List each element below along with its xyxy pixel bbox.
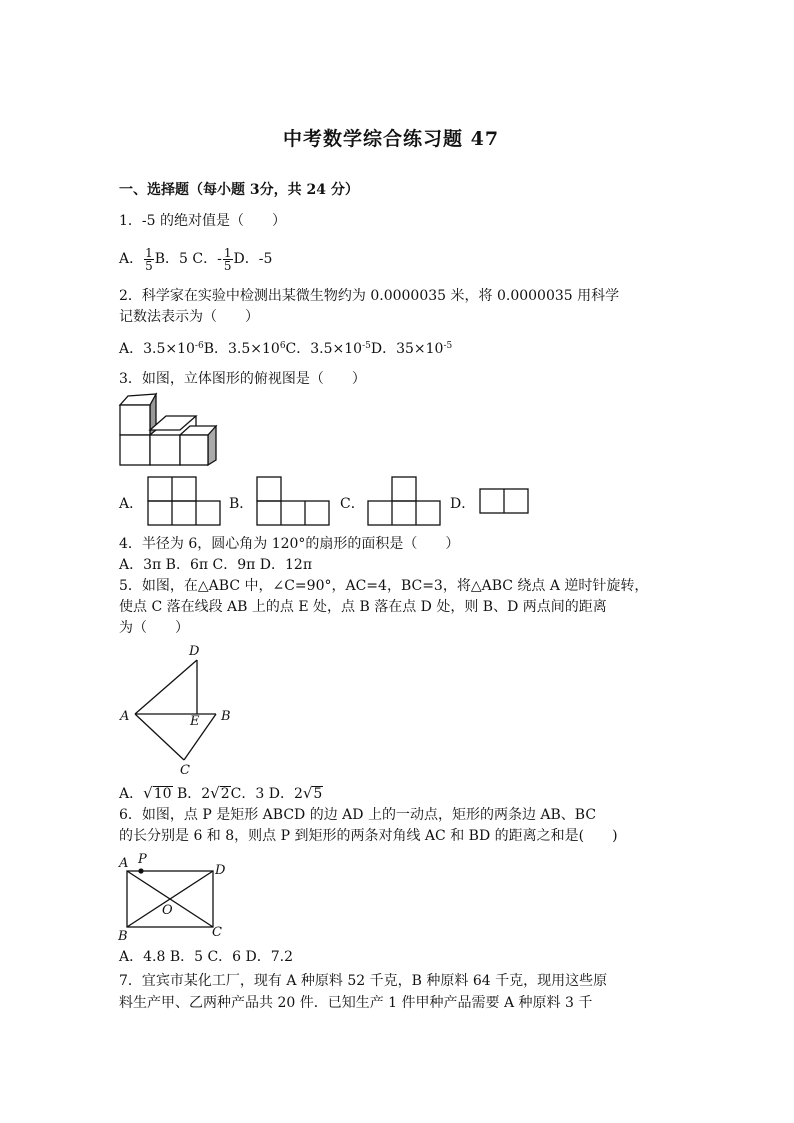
q3-option-b-label: B． (229, 496, 254, 512)
q1-option-d: D．-5 (233, 251, 273, 267)
q2-exponent-c: -5 (362, 341, 371, 351)
radical-sign: √ (210, 784, 220, 802)
q5-label-e: E (190, 714, 200, 729)
q5-option-b-label: B．2 (172, 786, 211, 802)
q2-option-a: A．3.5×10 (119, 341, 195, 357)
q2-option-c: C．3.5×10 (285, 341, 363, 357)
q6-label-d: D (215, 863, 226, 878)
q6-label-c: C (212, 925, 222, 940)
q2-exponent-a: -6 (194, 341, 204, 351)
question-1-options (119, 244, 272, 274)
q6-label-a: A (119, 856, 129, 871)
q5-option-cd-label: C．3 D．2 (230, 786, 303, 802)
q1-options-bc: B．5 C．- (154, 251, 222, 267)
q3-option-c-label: C． (340, 496, 365, 512)
q1-fraction-c (223, 247, 233, 272)
question-4-options: A．3π B．6π C．9π D．12π (119, 557, 313, 573)
q6-label-b: B (118, 929, 128, 944)
question-5-stem-line2: 使点 C 落在线段 AB 上的点 E 处，点 B 落在点 D 处，则 B、D 两点间的距离 (119, 599, 607, 615)
fraction-denominator: 5 (223, 258, 232, 273)
section-heading: 一、选择题（每小题 3分，共 24 分） (119, 182, 359, 198)
q2-exponent-b: 6 (279, 341, 286, 351)
q6-label-o: O (162, 903, 173, 918)
q5-label-d: D (189, 644, 200, 659)
q5-radicand-d: 5 (313, 786, 323, 802)
q5-label-b: B (221, 709, 231, 724)
page-title: 中考数学综合练习题 47 (283, 128, 500, 150)
question-3-stem: 3．如图，立体图形的俯视图是（ ） (119, 371, 366, 387)
fraction-numerator: 1 (223, 245, 232, 260)
q5-label-c: C (180, 763, 190, 778)
fraction-denominator: 5 (145, 258, 153, 273)
q2-option-b: B．3.5×10 (203, 341, 280, 357)
question-6-options: A．4.8 B．5 C．6 D．7.2 (119, 949, 294, 965)
q5-label-a: A (120, 709, 130, 724)
q3-option-a-label: A． (119, 496, 144, 512)
q5-radicand-a: 10 (153, 786, 172, 802)
question-5-stem-line1: 5．如图，在△ABC 中，∠C=90°，AC=4，BC=3，将△ABC 绕点 A 逆时针旋转， (119, 578, 649, 594)
q3-option-d-label: D． (450, 496, 476, 512)
q6-label-p: P (138, 852, 147, 867)
question-4-stem: 4．半径为 6，圆心角为 120°的扇形的面积是（ ） (119, 536, 460, 552)
radical-sign: √ (302, 784, 313, 802)
question-6-stem-line1: 6．如图，点 P 是矩形 ABCD 的边 AD 上的一动点，矩形的两条边 AB、BC (119, 807, 597, 823)
q5-option-a-label: A． (119, 786, 144, 802)
question-7-stem-line1: 7．宜宾市某化工厂，现有 A 种原料 52 千克，B 种原料 64 千克，现用这些原 (119, 973, 608, 989)
q2-option-d: D．35×10 (370, 341, 444, 357)
question-5-options (119, 784, 323, 803)
q2-exponent-d: -5 (443, 341, 453, 351)
radical-sign: √ (143, 784, 153, 802)
question-2-stem-line1: 2．科学家在实验中检测出某微生物约为 0.0000035 米，将 0.0000035 用科学 (119, 288, 620, 304)
question-5-stem-line3: 为（ ） (119, 620, 189, 636)
question-2-stem-line2: 记数法表示为（ ） (119, 309, 259, 325)
q1-fraction-a (144, 247, 154, 272)
question-2-options (119, 340, 452, 358)
fraction-numerator: 1 (145, 245, 153, 260)
q1-option-a-label: A． (119, 251, 144, 267)
question-7-stem-line2: 料生产甲、乙两种产品共 20 件．已知生产 1 件甲种产品需要 A 种原料 3 千 (119, 995, 593, 1011)
question-1-stem: 1．-5 的绝对值是（ ） (119, 213, 286, 229)
question-6-stem-line2: 的长分别是 6 和 8，则点 P 到矩形的两条对角线 AC 和 BD 的距离之和是( ) (119, 828, 618, 844)
q5-radicand-b: 2 (220, 786, 230, 802)
